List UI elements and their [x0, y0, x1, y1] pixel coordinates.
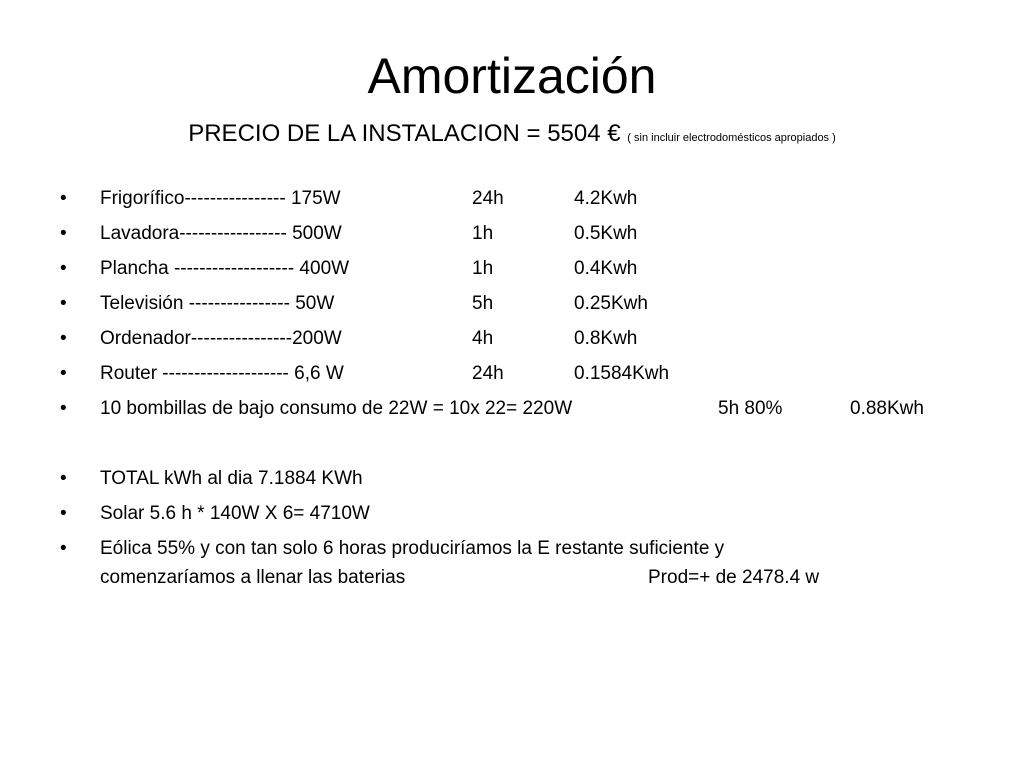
bullet-icon: • — [60, 328, 67, 349]
appliance-name: Plancha ------------------- 400W — [100, 258, 350, 279]
bulbs-name: 10 bombillas de bajo consumo de 22W = 10x 22= 220W — [100, 398, 573, 419]
appliance-energy: 0.5Kwh — [574, 223, 638, 244]
bullet-icon: • — [60, 503, 67, 524]
total-line: TOTAL kWh al dia 7.1884 KWh — [100, 468, 363, 489]
subtitle-main: PRECIO DE LA INSTALACION = 5504 € — [188, 120, 621, 147]
wind-line: Eólica 55% y con tan solo 6 horas produciríamos la E restante suficiente y — [100, 538, 725, 559]
appliance-name: Router -------------------- 6,6 W — [100, 363, 344, 384]
appliance-energy: 0.8Kwh — [574, 328, 638, 349]
wind-production: Prod=+ de 2478.4 w — [648, 567, 820, 588]
appliance-name: Frigorífico---------------- 175W — [100, 188, 341, 209]
wind-line-continued: comenzaríamos a llenar las baterias — [100, 567, 406, 588]
appliance-energy: 0.25Kwh — [574, 293, 648, 314]
bulbs-hours: 5h 80% — [718, 398, 783, 419]
subtitle-note: ( sin incluir electrodomésticos apropiados ) — [627, 132, 836, 144]
appliance-name: Lavadora----------------- 500W — [100, 223, 342, 244]
bullet-icon: • — [60, 188, 67, 209]
appliance-energy: 4.2Kwh — [574, 188, 638, 209]
appliance-name: Ordenador----------------200W — [100, 328, 342, 349]
slide-title: Amortización — [367, 48, 657, 104]
appliance-name: Televisión ---------------- 50W — [100, 293, 335, 314]
bullet-icon: • — [60, 293, 67, 314]
appliance-hours: 4h — [472, 328, 494, 349]
bullet-icon: • — [60, 223, 67, 244]
appliance-hours: 1h — [472, 223, 494, 244]
appliance-hours: 24h — [472, 188, 504, 209]
appliance-hours: 5h — [472, 293, 494, 314]
bullet-icon: • — [60, 398, 67, 419]
bulbs-energy: 0.88Kwh — [850, 398, 924, 419]
bullet-icon: • — [60, 258, 67, 279]
bullet-icon: • — [60, 538, 67, 559]
appliance-energy: 0.1584Kwh — [574, 363, 670, 384]
appliance-hours: 24h — [472, 363, 504, 384]
appliance-energy: 0.4Kwh — [574, 258, 638, 279]
bullet-icon: • — [60, 363, 67, 384]
bullet-icon: • — [60, 468, 67, 489]
solar-line: Solar 5.6 h * 140W X 6= 4710W — [100, 503, 370, 524]
appliance-hours: 1h — [472, 258, 494, 279]
